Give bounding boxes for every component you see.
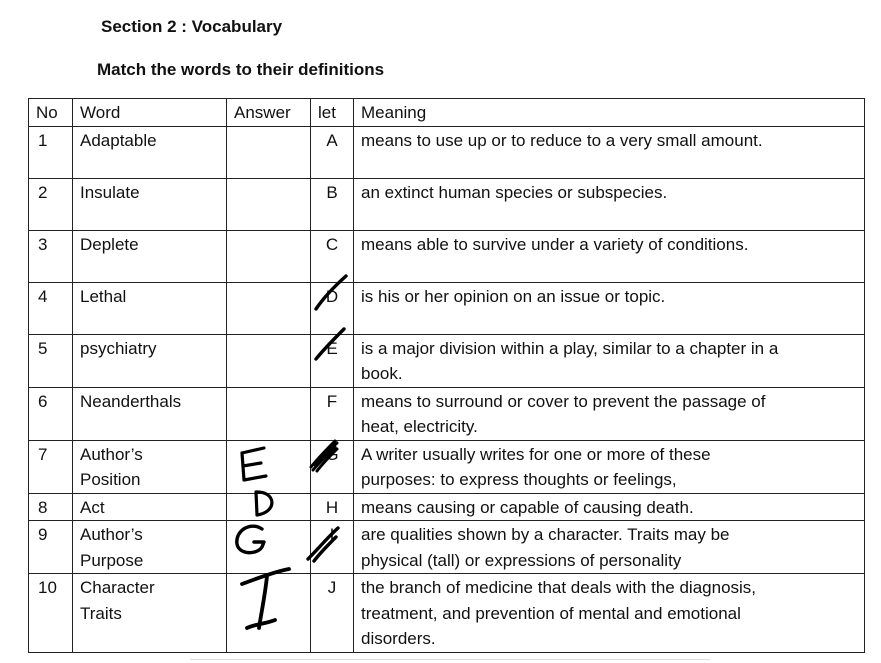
- row-meaning: the branch of medicine that deals with the diagnosis, treatment, and prevention of mental and emotional disorders.: [354, 574, 865, 653]
- row-word: Insulate: [73, 178, 227, 230]
- row-number: 7: [29, 440, 73, 493]
- row-number: 3: [29, 230, 73, 282]
- row-answer: [227, 574, 311, 653]
- row-number: 1: [29, 126, 73, 178]
- table-row: [29, 334, 865, 387]
- row-word: Neanderthals: [73, 387, 227, 440]
- row-number: 4: [29, 282, 73, 334]
- row-answer: [227, 387, 311, 440]
- row-meaning: means to surround or cover to prevent the passage of heat, electricity.: [354, 387, 865, 440]
- table-header-row: [29, 99, 865, 127]
- row-word: Author’s Position: [73, 440, 227, 493]
- row-number: 10: [29, 574, 73, 653]
- row-letter: E: [311, 334, 354, 387]
- row-letter: C: [311, 230, 354, 282]
- row-meaning: means to use up or to reduce to a very small amount.: [354, 126, 865, 178]
- row-answer: [227, 230, 311, 282]
- row-meaning: means causing or capable of causing death.: [354, 493, 865, 521]
- row-letter: B: [311, 178, 354, 230]
- row-answer: [227, 334, 311, 387]
- bottom-rule: [190, 659, 710, 660]
- row-letter: G: [311, 440, 354, 493]
- row-number: 5: [29, 334, 73, 387]
- row-letter: H: [311, 493, 354, 521]
- row-answer: [227, 493, 311, 521]
- header-meaning: Meaning: [354, 99, 865, 127]
- row-word: Act: [73, 493, 227, 521]
- row-word: Lethal: [73, 282, 227, 334]
- row-word: Author’s Purpose: [73, 521, 227, 574]
- table-row: [29, 521, 865, 574]
- row-answer: [227, 521, 311, 574]
- row-meaning: A writer usually writes for one or more of these purposes: to express thoughts or feelings,: [354, 440, 865, 493]
- table-row: [29, 282, 865, 334]
- row-letter: A: [311, 126, 354, 178]
- table-row: [29, 126, 865, 178]
- row-word: Adaptable: [73, 126, 227, 178]
- header-word: Word: [73, 99, 227, 127]
- table-row: [29, 440, 865, 493]
- table-row: [29, 178, 865, 230]
- row-number: 2: [29, 178, 73, 230]
- row-answer: [227, 126, 311, 178]
- vocabulary-table: [28, 98, 865, 653]
- row-answer: [227, 178, 311, 230]
- section-title: Section 2 : Vocabulary: [101, 17, 283, 36]
- row-word: Deplete: [73, 230, 227, 282]
- row-meaning: is his or her opinion on an issue or topic.: [354, 282, 865, 334]
- table-row: [29, 387, 865, 440]
- row-meaning: means able to survive under a variety of conditions.: [354, 230, 865, 282]
- header-answer: Answer: [227, 99, 311, 127]
- table-row: [29, 574, 865, 653]
- instructions: Match the words to their definitions: [97, 60, 385, 79]
- table-row: [29, 493, 865, 521]
- row-letter: F: [311, 387, 354, 440]
- row-letter: I: [311, 521, 354, 574]
- row-word: Character Traits: [73, 574, 227, 653]
- row-meaning: is a major division within a play, similar to a chapter in a book.: [354, 334, 865, 387]
- row-answer: [227, 440, 311, 493]
- header-letter: let: [311, 99, 354, 127]
- table-row: [29, 230, 865, 282]
- header-no: No: [29, 99, 73, 127]
- row-letter: D: [311, 282, 354, 334]
- row-meaning: are qualities shown by a character. Traits may be physical (tall) or expressions of personality: [354, 521, 865, 574]
- row-meaning: an extinct human species or subspecies.: [354, 178, 865, 230]
- row-answer: [227, 282, 311, 334]
- row-word: psychiatry: [73, 334, 227, 387]
- row-number: 6: [29, 387, 73, 440]
- row-number: 8: [29, 493, 73, 521]
- row-number: 9: [29, 521, 73, 574]
- row-letter: J: [311, 574, 354, 653]
